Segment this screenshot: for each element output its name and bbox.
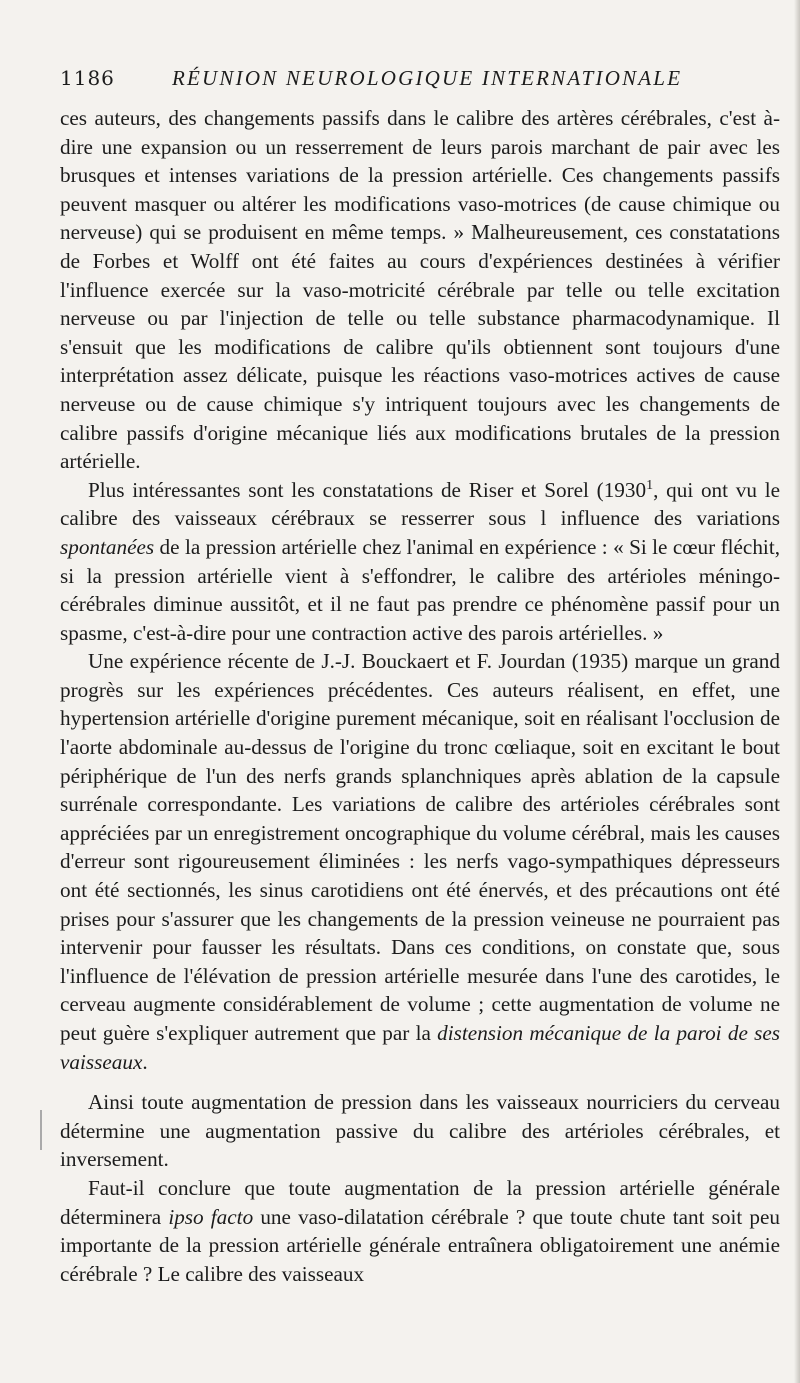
book-page [60, 66, 780, 1288]
paragraph-1: ces auteurs, des changements passifs dans le calibre des artères cérébrales, c'est à-dire une expansion ou un resserrement de leurs parois marchant de pair avec les brusques et intenses variations de la pression artérielle. Ces changements passifs peuvent masquer ou altérer les modifications vaso-motrices (de cause chimique ou nerveuse) qui se produisent en même temps. » Malheureusement, ces constatations de Forbes et Wolff ont été faites au cours d'expériences destinées à vérifier l'influence exercée sur la vaso-motricité cérébrale par telle ou telle excitation nerveuse ou par l'injection de telle ou telle substance pharmacodynamique. Il s'ensuit que les modifications de calibre qu'ils obtiennent sont toujours d'une interprétation assez délicate, puisque les réactions vaso-motrices actives de cause nerveuse ou de cause chimique s'y intriquent toujours avec les changements de calibre passifs d'origine mécanique liés aux modifications brutales de la pression artérielle. [60, 106, 780, 474]
paragraph-4: Ainsi toute augmentation de pression dans les vaisseaux nourriciers du cerveau détermine une augmentation passive du calibre des artérioles cérébrales, et inversement. [60, 1090, 780, 1172]
paragraph-2 [60, 476, 780, 648]
footnote-reference: 1 [646, 477, 654, 493]
body-text [60, 104, 780, 1288]
emphasis-ipso-facto: ipso facto [168, 1204, 254, 1229]
emphasis-distension: distension mécanique de la paroi de ses vaisseaux [60, 1021, 781, 1074]
margin-pencil-mark [40, 1110, 42, 1150]
paragraph-5 [60, 1174, 780, 1288]
paragraph-3-text-a: Une expérience récente de J.-J. Bouckaert et F. Jourdan (1935) marque un grand progrès sur les expériences précédentes. Ces auteurs réalisent, en effet, une hypertension artérielle d'origine purement mécanique, soit en réalisant l'occlusion de l'aorte abdominale au-dessus de l'origine du tronc cœliaque, soit en excitant le bout périphérique de l'un des nerfs grands splanchniques après ablation de la capsule surrénale correspondante. Les variations de calibre des artérioles cérébrales sont appréciées par un enregistrement oncographique du volume cérébral, mais les causes d'erreur sont rigoureusement éliminées : les nerfs vago-sympathiques dépresseurs ont été sectionnés, les sinus carotidiens ont été énervés, et des précautions ont été prises pour s'assurer que les changements de la pression veineuse ne pourraient pas intervenir pour fausser les résultats. Dans ces conditions, on constate que, sous l'influence de l'élévation de pression artérielle mesurée dans l'une des carotides, le cerveau augmente considérablement de volume ; cette augmentation de volume ne peut guère s'expliquer autrement que par la [60, 649, 780, 1045]
emphasis-spontanees: spontanées [60, 534, 155, 559]
page-edge-shadow [794, 0, 800, 1383]
paragraph-3 [60, 647, 780, 1076]
paragraph-2-text-b: , qui ont vu le calibre des vaisseaux cérébraux se resserrer sous l influence des variations [60, 477, 780, 531]
paragraph-3-text-b: . [142, 1049, 148, 1074]
page-number: 1186 [60, 66, 115, 90]
running-header [60, 66, 780, 96]
paragraph-2-text-c: de la pression artérielle chez l'animal en expérience : « Si le cœur fléchit, si la pression artérielle vient à s'effondrer, le calibre des artérioles méningo-cérébrales diminue aussitôt, et il ne faut pas prendre ce phénomène passif pour un spasme, c'est-à-dire pour une contraction active des parois artérielles. » [60, 534, 780, 645]
running-title: RÉUNION NEUROLOGIQUE INTERNATIONALE [172, 66, 683, 90]
paragraph-2-text-a: Plus intéressantes sont les constatations de Riser et Sorel (1930 [88, 477, 647, 502]
paragraph-5-text-a: Faut-il conclure que toute augmentation de la pression artérielle générale déterminera [60, 1175, 780, 1229]
paragraph-5-text-b: une vaso-dilatation cérébrale ? que toute chute tant soit peu importante de la pression artérielle générale entraînera obligatoirement une anémie cérébrale ? Le calibre des vaisseaux [60, 1204, 781, 1286]
